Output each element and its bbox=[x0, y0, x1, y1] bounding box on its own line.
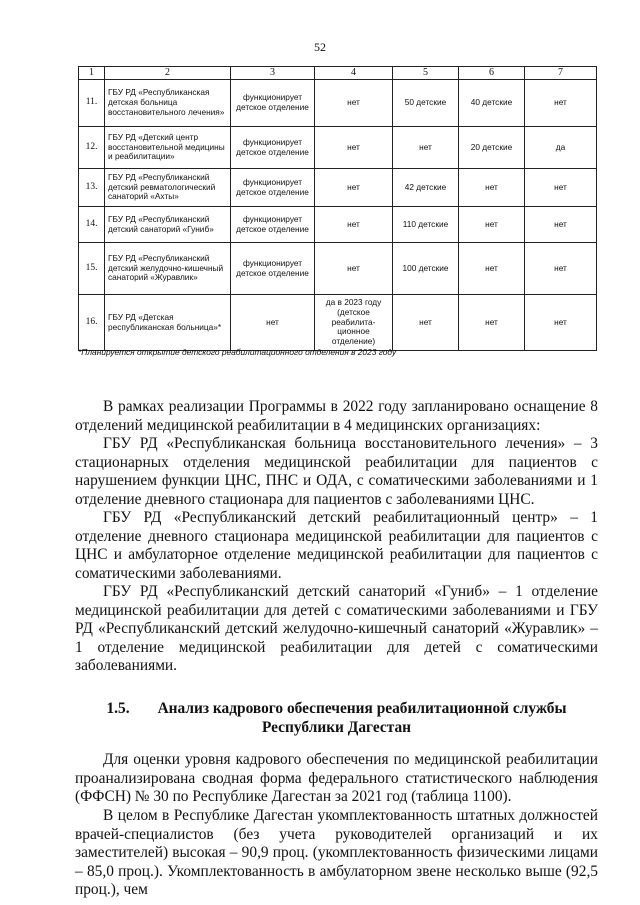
cell-col5: нет bbox=[393, 127, 459, 169]
cell-col7: да bbox=[525, 127, 597, 169]
department-status: функционирует детское отделение bbox=[231, 80, 315, 127]
paragraph-staffing-assessment: Для оценки уровня кадрового обеспечения по медицинской реабилитации проанализирована сводная форма федерального статистического наблюдения (ФФСН) № 30 по Республике Дагестан за 2021 год (таблица 1100). bbox=[75, 751, 598, 805]
cell-col5: нет bbox=[393, 295, 459, 351]
cell-col4: нет bbox=[315, 169, 393, 207]
table-header-row bbox=[79, 67, 597, 80]
cell-col7: нет bbox=[525, 207, 597, 243]
row-number: 14. bbox=[79, 207, 105, 243]
paragraph-children-rehab-center: ГБУ РД «Республиканский детский реабилитационный центр» – 1 отделение дневного стационара медицинской реабилитации для пациентов с ЦНС и амбулаторное отделение медицинской реабилитации для пациентов с соматическими заболеваниями. bbox=[75, 509, 598, 582]
cell-col4: да в 2023 году (детское реабилита-ционное отделение) bbox=[315, 295, 393, 351]
organization-name: ГБУ РД «Детская республиканская больница»* bbox=[105, 295, 231, 351]
row-number: 11. bbox=[79, 80, 105, 127]
section-number: 1.5. bbox=[106, 700, 130, 717]
table-row bbox=[79, 80, 597, 127]
organization-name: ГБУ РД «Республиканский детский ревматологический санаторий «Ахты» bbox=[105, 169, 231, 207]
organization-name: ГБУ РД «Республиканская детская больница восстановительного лечения» bbox=[105, 80, 231, 127]
cell-col6: нет bbox=[459, 207, 525, 243]
cell-col4: нет bbox=[315, 243, 393, 295]
paragraph-restorative-hospital: ГБУ РД «Республиканская больница восстановительного лечения» – 3 стационарных отделения медицинской реабилитации для пациентов с нарушением функции ЦНС, ПНС и ОДА, с соматическими заболеваниями и 1 отделение дневного стационара для пациентов с заболеваниями ЦНС. bbox=[75, 435, 598, 508]
page-number: 52 bbox=[314, 40, 326, 54]
row-number: 16. bbox=[79, 295, 105, 351]
department-status: функционирует детское отделение bbox=[231, 127, 315, 169]
cell-col7: нет bbox=[525, 295, 597, 351]
cell-col5: 50 детские bbox=[393, 80, 459, 127]
cell-col5: 42 детские bbox=[393, 169, 459, 207]
row-number: 15. bbox=[79, 243, 105, 295]
paragraph-staffing-levels: В целом в Республике Дагестан укомплектованность штатных должностей врачей-специалистов (без учета руководителей организаций и их заместителей) высокая – 90,9 проц. (укомплектованность физическими лицами – 85,0 проц.). Укомплектованность в амбулаторном звене несколько выше (92,5 проц.), чем bbox=[75, 807, 598, 898]
cell-col6: нет bbox=[459, 169, 525, 207]
column-header: 6 bbox=[459, 67, 525, 80]
cell-col4: нет bbox=[315, 80, 393, 127]
rehab-organizations-table bbox=[78, 66, 597, 351]
cell-col4: нет bbox=[315, 207, 393, 243]
section-heading bbox=[75, 700, 598, 737]
column-header: 2 bbox=[105, 67, 231, 80]
department-status: функционирует детское отделение bbox=[231, 207, 315, 243]
table-row bbox=[79, 127, 597, 169]
organization-name: ГБУ РД «Детский центр восстановительной медицины и реабилитации» bbox=[105, 127, 231, 169]
cell-col7: нет bbox=[525, 169, 597, 207]
organization-name: ГБУ РД «Республиканский детский желудочно-кишечный санаторий «Журавлик» bbox=[105, 243, 231, 295]
department-status: функционирует детское отделение bbox=[231, 243, 315, 295]
table-footnote: *Планируется открытие детского реабилитационного отделения в 2023 году bbox=[78, 347, 397, 357]
cell-col7: нет bbox=[525, 80, 597, 127]
column-header: 5 bbox=[393, 67, 459, 80]
table-row bbox=[79, 243, 597, 295]
cell-col7: нет bbox=[525, 243, 597, 295]
cell-col5: 100 детские bbox=[393, 243, 459, 295]
cell-col5: 110 детские bbox=[393, 207, 459, 243]
cell-col6: нет bbox=[459, 295, 525, 351]
table-row bbox=[79, 169, 597, 207]
section-title: Анализ кадрового обеспечения реабилитационной службы Республики Дагестан bbox=[157, 700, 567, 736]
department-status: функционирует детское отделение bbox=[231, 169, 315, 207]
table-row bbox=[79, 295, 597, 351]
table-row bbox=[79, 207, 597, 243]
row-number: 12. bbox=[79, 127, 105, 169]
cell-col6: 20 детские bbox=[459, 127, 525, 169]
cell-col4: нет bbox=[315, 127, 393, 169]
cell-col6: нет bbox=[459, 243, 525, 295]
column-header: 3 bbox=[231, 67, 315, 80]
column-header: 1 bbox=[79, 67, 105, 80]
paragraph-program-plan: В рамках реализации Программы в 2022 году запланировано оснащение 8 отделений медицинской реабилитации в 4 медицинских организациях: bbox=[75, 398, 598, 434]
cell-col6: 40 детские bbox=[459, 80, 525, 127]
column-header: 7 bbox=[525, 67, 597, 80]
row-number: 13. bbox=[79, 169, 105, 207]
organization-name: ГБУ РД «Республиканский детский санаторий «Гуниб» bbox=[105, 207, 231, 243]
column-header: 4 bbox=[315, 67, 393, 80]
department-status: нет bbox=[231, 295, 315, 351]
paragraph-sanatoriums: ГБУ РД «Республиканский детский санаторий «Гуниб» – 1 отделение медицинской реабилитации для детей с соматическими заболеваниями и ГБУ РД «Республиканский детский желудочно-кишечный санаторий «Журавлик» – 1 отделение медицинской реабилитации для детей с соматическими заболеваниями. bbox=[75, 583, 598, 674]
